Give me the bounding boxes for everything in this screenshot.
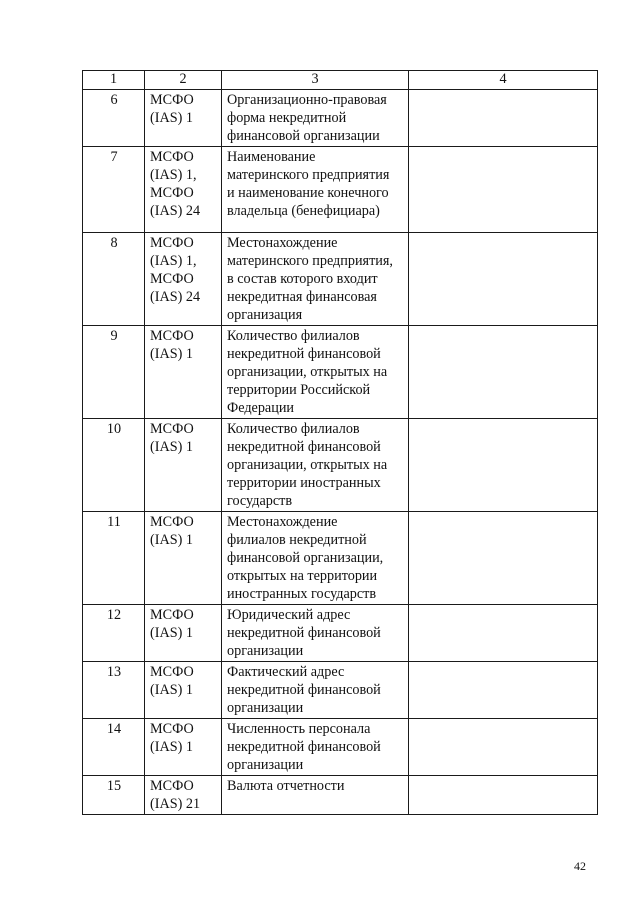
row-number: 15	[83, 776, 145, 815]
row-description	[222, 776, 409, 815]
description-line: некредитной финансовой	[227, 439, 381, 455]
standard-line: (IAS) 24	[150, 203, 201, 219]
standard-line: (IAS) 21	[150, 796, 201, 812]
description-line: Местонахождение	[227, 514, 338, 530]
row-value	[409, 419, 598, 512]
table-header-row	[83, 71, 598, 90]
standard-line: (IAS) 1	[150, 346, 193, 362]
row-description	[222, 90, 409, 147]
row-standard	[145, 147, 222, 233]
description-line: финансовой организации,	[227, 550, 384, 566]
row-description	[222, 419, 409, 512]
standard-line: МСФО	[150, 778, 194, 794]
row-value	[409, 719, 598, 776]
table-row	[83, 605, 598, 662]
table-row	[83, 512, 598, 605]
standard-line: (IAS) 1	[150, 110, 193, 126]
description-line: организации	[227, 757, 304, 773]
row-standard	[145, 605, 222, 662]
standard-line: МСФО	[150, 721, 194, 737]
row-number: 7	[83, 147, 145, 233]
row-standard	[145, 512, 222, 605]
standard-line: (IAS) 1,	[150, 167, 197, 183]
row-value	[409, 605, 598, 662]
description-line: и наименование конечного	[227, 185, 389, 201]
description-line: некредитной финансовой	[227, 346, 381, 362]
description-line: некредитной финансовой	[227, 682, 381, 698]
description-line: Федерации	[227, 400, 295, 416]
description-line: открытых на территории	[227, 568, 378, 584]
description-line: Местонахождение	[227, 235, 338, 251]
standard-line: (IAS) 1	[150, 625, 193, 641]
table-body	[83, 90, 598, 815]
description-line: финансовой организации	[227, 128, 380, 144]
description-line: в состав которого входит	[227, 271, 378, 287]
page-number: 42	[574, 859, 586, 873]
standard-line: (IAS) 1	[150, 682, 193, 698]
row-value	[409, 147, 598, 233]
row-standard	[145, 233, 222, 326]
description-line: Юридический адрес	[227, 607, 351, 623]
standard-line: МСФО	[150, 271, 194, 287]
description-line: государств	[227, 493, 293, 509]
row-number: 10	[83, 419, 145, 512]
standard-line: МСФО	[150, 664, 194, 680]
disclosure-table	[82, 70, 598, 815]
row-standard	[145, 719, 222, 776]
description-line: некредитной финансовой	[227, 625, 381, 641]
description-line: иностранных государств	[227, 586, 377, 602]
row-number: 9	[83, 326, 145, 419]
row-number: 13	[83, 662, 145, 719]
header-col-2: 2	[145, 71, 222, 90]
table-row	[83, 147, 598, 233]
standard-line: (IAS) 1	[150, 532, 193, 548]
header-col-1: 1	[83, 71, 145, 90]
description-line: владельца (бенефициара)	[227, 203, 380, 219]
description-line: некредитная финансовая	[227, 289, 377, 305]
row-number: 8	[83, 233, 145, 326]
row-description	[222, 662, 409, 719]
standard-line: МСФО	[150, 235, 194, 251]
table-row	[83, 90, 598, 147]
row-description	[222, 233, 409, 326]
row-description	[222, 147, 409, 233]
standard-line: (IAS) 1	[150, 439, 193, 455]
standard-line: МСФО	[150, 92, 194, 108]
description-line: материнского предприятия,	[227, 253, 393, 269]
standard-line: МСФО	[150, 607, 194, 623]
row-value	[409, 662, 598, 719]
row-value	[409, 326, 598, 419]
description-line: некредитной финансовой	[227, 739, 381, 755]
row-standard	[145, 90, 222, 147]
row-value	[409, 776, 598, 815]
description-line: организации, открытых на	[227, 364, 388, 380]
description-line: Фактический адрес	[227, 664, 345, 680]
description-line: Количество филиалов	[227, 328, 360, 344]
row-description	[222, 605, 409, 662]
description-line: форма некредитной	[227, 110, 347, 126]
table-row	[83, 719, 598, 776]
description-line: Организационно-правовая	[227, 92, 387, 108]
standard-line: (IAS) 24	[150, 289, 201, 305]
description-line: организации, открытых на	[227, 457, 388, 473]
row-number: 14	[83, 719, 145, 776]
row-value	[409, 512, 598, 605]
row-number: 11	[83, 512, 145, 605]
standard-line: МСФО	[150, 421, 194, 437]
header-col-3: 3	[222, 71, 409, 90]
row-value	[409, 90, 598, 147]
description-line: территории Российской	[227, 382, 371, 398]
row-description	[222, 326, 409, 419]
standard-line: (IAS) 1	[150, 739, 193, 755]
table-row	[83, 662, 598, 719]
description-line: Количество филиалов	[227, 421, 360, 437]
description-line: территории иностранных	[227, 475, 381, 491]
row-standard	[145, 326, 222, 419]
description-line: организации	[227, 700, 304, 716]
description-line: материнского предприятия	[227, 167, 390, 183]
table-row	[83, 419, 598, 512]
row-value	[409, 233, 598, 326]
description-line: Численность персонала	[227, 721, 371, 737]
standard-line: (IAS) 1,	[150, 253, 197, 269]
table-row	[83, 776, 598, 815]
row-description	[222, 719, 409, 776]
row-standard	[145, 776, 222, 815]
row-number: 12	[83, 605, 145, 662]
standard-line: МСФО	[150, 185, 194, 201]
table-row	[83, 233, 598, 326]
standard-line: МСФО	[150, 514, 194, 530]
description-line: Валюта отчетности	[227, 778, 345, 794]
standard-line: МСФО	[150, 328, 194, 344]
header-col-4: 4	[409, 71, 598, 90]
description-line: организации	[227, 643, 304, 659]
description-line: организация	[227, 307, 303, 323]
standard-line: МСФО	[150, 149, 194, 165]
table-row	[83, 326, 598, 419]
row-standard	[145, 662, 222, 719]
row-standard	[145, 419, 222, 512]
row-description	[222, 512, 409, 605]
description-line: Наименование	[227, 149, 316, 165]
description-line: филиалов некредитной	[227, 532, 367, 548]
row-number: 6	[83, 90, 145, 147]
